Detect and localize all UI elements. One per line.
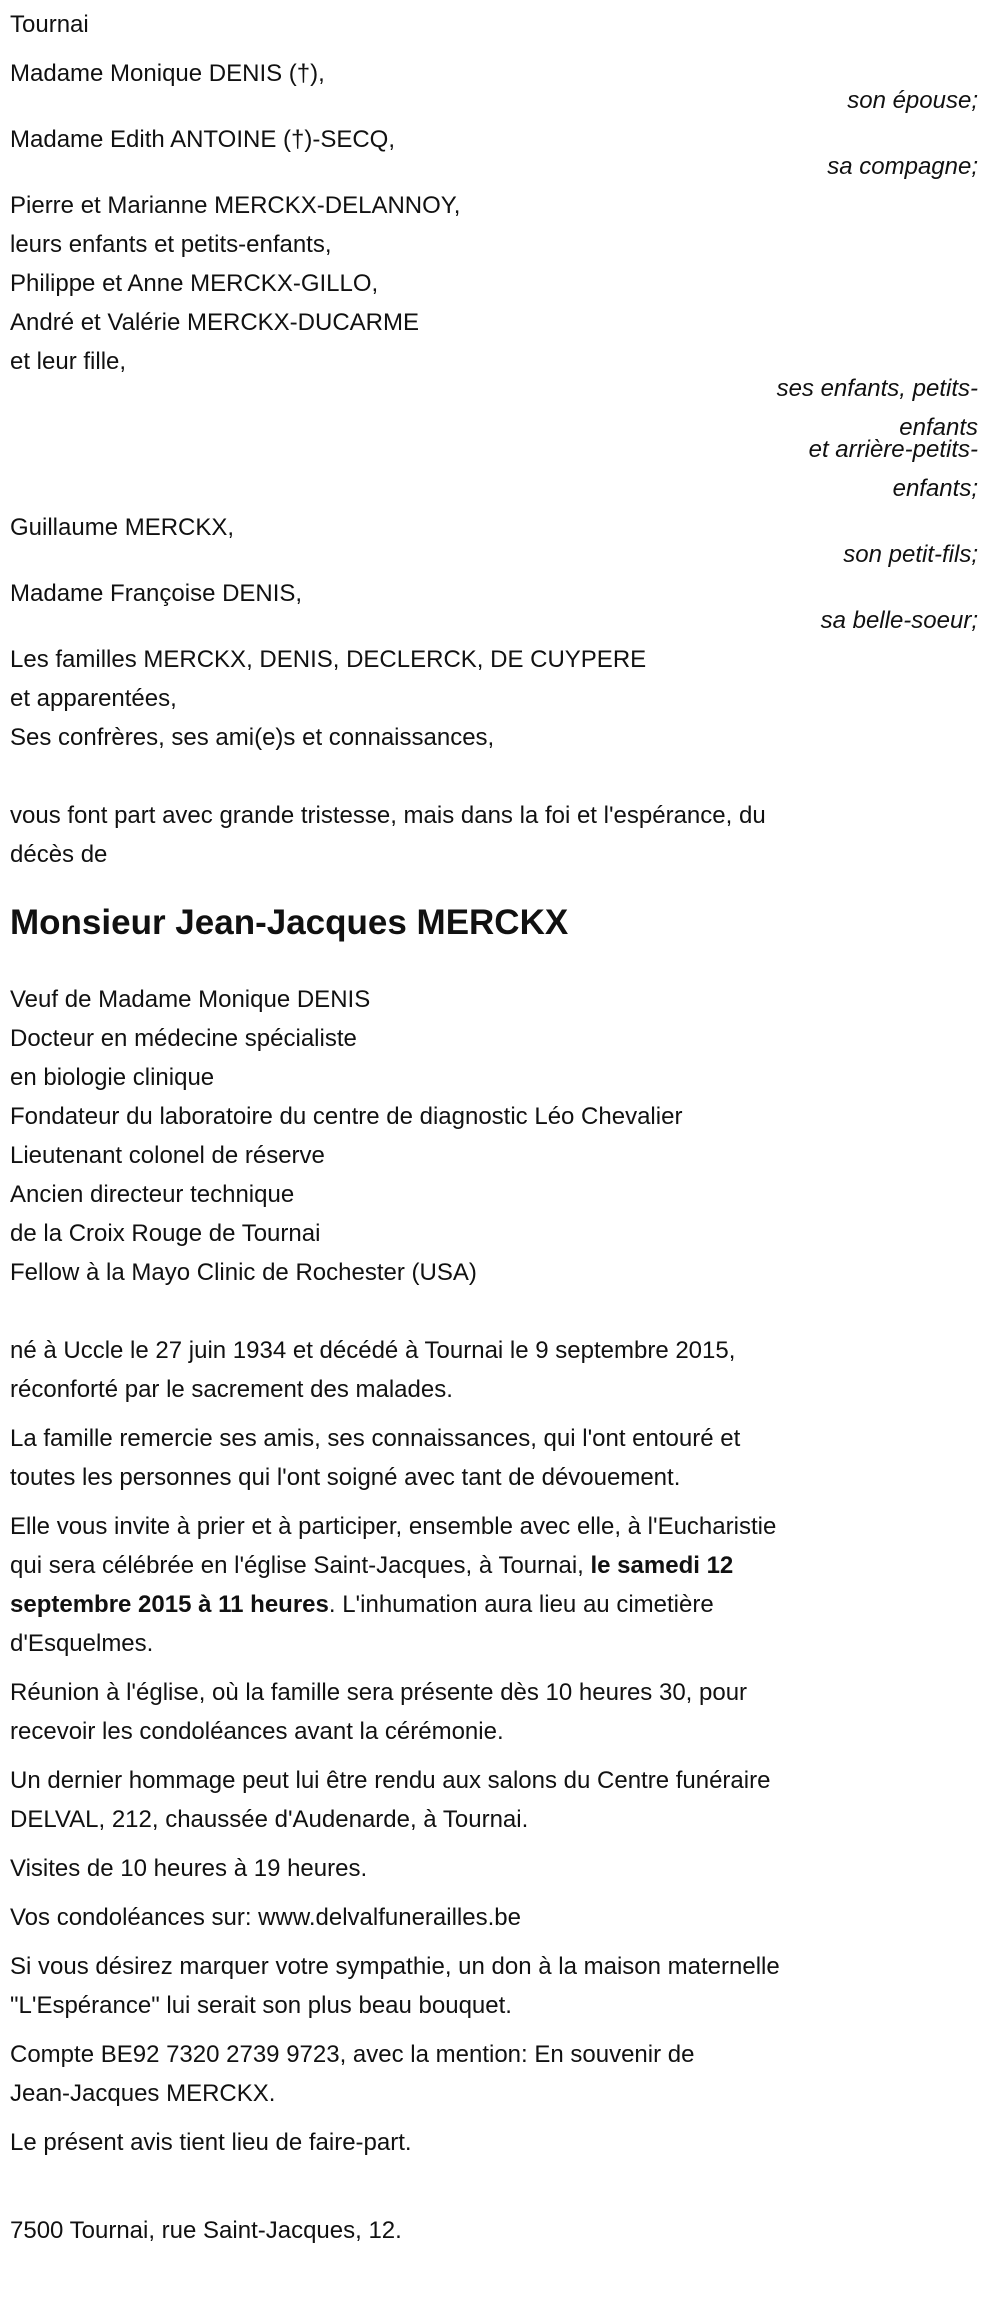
title-line: Fellow à la Mayo Clinic de Rochester (USA) — [10, 1259, 477, 1286]
title-line: de la Croix Rouge de Tournai — [10, 1220, 321, 1247]
funeral-date-bold: le samedi 12 — [590, 1552, 734, 1579]
text-line: Le présent avis tient lieu de faire-part. — [10, 2129, 412, 2156]
family-name: Pierre et Marianne MERCKX-DELANNOY, — [10, 192, 461, 219]
text-line: décès de — [10, 841, 108, 868]
account-paragraph — [10, 2035, 978, 2113]
text-line: "L'Espérance" lui serait son plus beau bouquet. — [10, 1992, 512, 2019]
text-line: vous font part avec grande tristesse, mais dans la foi et l'espérance, du — [10, 802, 766, 829]
relation-label: sa compagne; — [827, 153, 978, 180]
deceased-name: Monsieur Jean-Jacques MERCKX — [10, 903, 569, 942]
relation-label: son épouse; — [847, 87, 978, 114]
title-line: Veuf de Madame Monique DENIS — [10, 986, 371, 1013]
text-line — [10, 1546, 978, 1585]
text-line: d'Esquelmes. — [10, 1630, 154, 1657]
relation-label: son petit-fils; — [843, 541, 978, 568]
donation-paragraph — [10, 1947, 978, 2025]
text-line: Jean-Jacques MERCKX. — [10, 2080, 276, 2107]
title-line: Fondateur du laboratoire du centre de diagnostic Léo Chevalier — [10, 1103, 683, 1130]
condolences-link-line[interactable]: Vos condoléances sur: www.delvalfunerailles.be — [10, 1904, 521, 1931]
text-line: recevoir les condoléances avant la cérémonie. — [10, 1718, 504, 1745]
announcement — [10, 796, 978, 874]
family-name: Madame Monique DENIS (†), — [10, 60, 325, 87]
funeral-mass-paragraph — [10, 1507, 978, 1663]
thanks-paragraph — [10, 1419, 978, 1497]
title-line: Ancien directeur technique — [10, 1181, 295, 1208]
family-name: et leur fille, — [10, 348, 127, 375]
text-line: Les familles MERCKX, DENIS, DECLERCK, DE CUYPERE — [10, 646, 647, 673]
condolences-paragraph — [10, 1898, 978, 1937]
family-name: Madame Françoise DENIS, — [10, 580, 303, 607]
text-line: Visites de 10 heures à 19 heures. — [10, 1855, 368, 1882]
family-name: leurs enfants et petits-enfants, — [10, 231, 332, 258]
text-line: réconforté par le sacrement des malades. — [10, 1376, 453, 1403]
title-line: Lieutenant colonel de réserve — [10, 1142, 325, 1169]
text-line: toutes les personnes qui l'ont soigné avec tant de dévouement. — [10, 1464, 681, 1491]
text-line: Réunion à l'église, où la famille sera présente dès 10 heures 30, pour — [10, 1679, 748, 1706]
text-segment: . L'inhumation aura lieu au cimetière — [328, 1591, 714, 1618]
family-name: Guillaume MERCKX, — [10, 514, 235, 541]
family-name: Madame Edith ANTOINE (†)-SECQ, — [10, 126, 396, 153]
text-line: Elle vous invite à prier et à participer, ensemble avec elle, à l'Eucharistie — [10, 1513, 777, 1540]
relation-label: et arrière-petits- — [808, 436, 978, 463]
birth-death-paragraph — [10, 1331, 978, 1409]
relation-label: sa belle-soeur; — [820, 607, 978, 634]
text-segment: qui sera célébrée en l'église Saint-Jacques, à Tournai, — [10, 1552, 591, 1579]
text-line: La famille remercie ses amis, ses connaissances, qui l'ont entouré et — [10, 1425, 741, 1452]
text-line — [10, 1585, 978, 1624]
reunion-paragraph — [10, 1673, 978, 1751]
funeral-date-bold: septembre 2015 à 11 heures — [10, 1591, 329, 1618]
family-name: André et Valérie MERCKX-DUCARME — [10, 309, 419, 336]
family-name: Philippe et Anne MERCKX-GILLO, — [10, 270, 379, 297]
text-line: Compte BE92 7320 2739 9723, avec la mention: En souvenir de — [10, 2041, 695, 2068]
text-line: Un dernier hommage peut lui être rendu aux salons du Centre funéraire — [10, 1767, 771, 1794]
text-line: DELVAL, 212, chaussée d'Audenarde, à Tournai. — [10, 1806, 529, 1833]
city: Tournai — [10, 11, 89, 38]
text-line: Si vous désirez marquer votre sympathie, un don à la maison maternelle — [10, 1953, 780, 1980]
family-entry-children — [10, 186, 978, 508]
relation-label: enfants — [899, 414, 978, 441]
family-entry-companion — [10, 120, 978, 186]
homage-paragraph — [10, 1761, 978, 1839]
other-relatives — [10, 640, 978, 757]
family-entry-spouse — [10, 54, 978, 120]
text-line: né à Uccle le 27 juin 1934 et décédé à Tournai le 9 septembre 2015, — [10, 1337, 736, 1364]
visits-paragraph — [10, 1849, 978, 1888]
notice-paragraph — [10, 2123, 978, 2162]
family-entry-sister-in-law — [10, 574, 978, 640]
text-line: et apparentées, — [10, 685, 177, 712]
text-line: Ses confrères, ses ami(e)s et connaissances, — [10, 724, 495, 751]
family-entry-grandson — [10, 508, 978, 574]
title-line: Docteur en médecine spécialiste — [10, 1025, 357, 1052]
address: 7500 Tournai, rue Saint-Jacques, 12. — [10, 2217, 402, 2244]
relation-label: ses enfants, petits- — [776, 375, 978, 402]
relation-label: enfants; — [892, 475, 978, 502]
deceased-titles — [10, 980, 978, 1292]
title-line: en biologie clinique — [10, 1064, 215, 1091]
